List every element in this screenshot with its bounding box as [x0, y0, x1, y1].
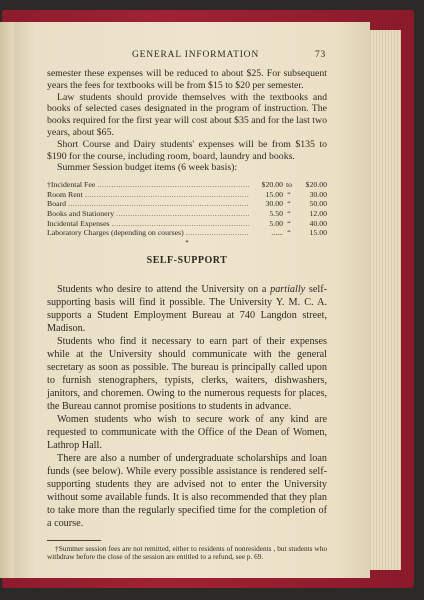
dot-leader [97, 180, 249, 190]
self-support-section [47, 283, 327, 530]
budget-low: 5.00 [269, 218, 283, 228]
paragraph-law-students: Law students should provide themselves with the textbooks and books of selected cases designated in the program of instruction. The books required for the first year will cost about $35 and for the last two years, about $65. [47, 91, 327, 138]
page-stack-edge [365, 30, 401, 570]
budget-low: $20.00 [261, 180, 283, 190]
budget-row [47, 219, 327, 229]
section-heading: SELF-SUPPORT [146, 254, 228, 266]
budget-separator: “ [287, 218, 291, 228]
text-run: Students who desire to attend the University on a [57, 283, 271, 295]
book-page [14, 22, 370, 578]
budget-row [47, 180, 327, 190]
footnote: †Summer session fees are not remitted, either to residents of nonresidents , but students who withdraw before the close of the session are entitled to a refund, see p. 69. [47, 543, 327, 561]
page-body [47, 68, 327, 561]
running-header [14, 50, 370, 64]
budget-row [47, 199, 327, 209]
budget-separator: to [285, 180, 293, 190]
budget-high: $20.00 [305, 180, 327, 190]
dot-leader [112, 219, 249, 229]
budget-high: 15.00 [309, 228, 327, 238]
budget-high: 40.00 [309, 218, 327, 228]
paragraph-employment-bureau: Students who find it necessary to earn part of their expenses while at the University should communicate with the general secretary as soon as possible. The bureau is principally called upon to furnish stenographers, typists, clerks, waiters, dishwashers, janitors, and choremen. Owing to the numerous requests for places, the Bureau cannot promise positions to students in advance. [47, 335, 327, 412]
paragraph-scholarships: There are also a number of undergraduate scholarships and loan funds (see below). While every possible assistance is rendered self-supporting students they are advised not to enter the University without some available funds. It is also recommended that they plan to take more than the regularly specified time for the completion of a course. [47, 452, 327, 529]
budget-low: 5.50 [269, 208, 283, 218]
dot-leader [85, 190, 249, 200]
budget-row [47, 228, 327, 238]
page-number: 73 [315, 50, 327, 60]
dot-leader [68, 199, 249, 209]
text-run: self-supporting basis will find it possible. The University Y. M. C. A. supports a Student Employment Bureau at 740 Langdon street, Madison. [47, 283, 327, 334]
paragraph-partially-self-supporting [47, 283, 327, 335]
budget-item-label: Board [47, 199, 67, 209]
budget-row [47, 190, 327, 200]
budget-low: 15.00 [265, 189, 283, 199]
paragraph-short-course: Short Course and Dairy students' expenses will be from $135 to $190 for the course, including room, board, laundry and books. [47, 138, 327, 162]
budget-high: 30.00 [309, 189, 327, 199]
paragraph-textbook-fees: semester these expenses will be reduced to about $25. For subsequent years the fees for textbooks will be from $15 to $20 per semester. [47, 68, 327, 91]
budget-separator: “ [287, 199, 291, 209]
footnote-rule [47, 540, 101, 541]
budget-high: 12.00 [309, 208, 327, 218]
facing-page-edge [0, 22, 14, 578]
budget-low: ...... [271, 228, 283, 238]
budget-separator: “ [287, 208, 291, 218]
italic-text: partially [270, 283, 306, 295]
budget-item-label: Books and Stationery [47, 208, 115, 218]
dot-leader [186, 228, 249, 238]
paragraph-summer-budget-intro: Summer Session budget items (6 week basis): [57, 162, 238, 174]
paragraph-women-students: Women students who wish to secure work of any kind are requested to communicate with the Office of the Dean of Women, Lathrop Hall. [47, 413, 327, 451]
ornament-asterisk: * [185, 238, 189, 247]
dot-leader [116, 209, 249, 219]
budget-low: 30.00 [265, 199, 283, 209]
budget-table [47, 180, 327, 238]
budget-item-label: Incidental Expenses [47, 218, 110, 228]
budget-item-label: Laboratory Charges (depending on courses) [47, 228, 184, 238]
budget-row [47, 209, 327, 219]
budget-high: 50.00 [309, 199, 327, 209]
budget-item-label: Room Rent [47, 189, 83, 199]
budget-item-label: †Incidental Fee [47, 180, 96, 190]
running-header-title: GENERAL INFORMATION [132, 50, 259, 60]
budget-separator: “ [287, 189, 291, 199]
budget-separator: “ [287, 228, 291, 238]
